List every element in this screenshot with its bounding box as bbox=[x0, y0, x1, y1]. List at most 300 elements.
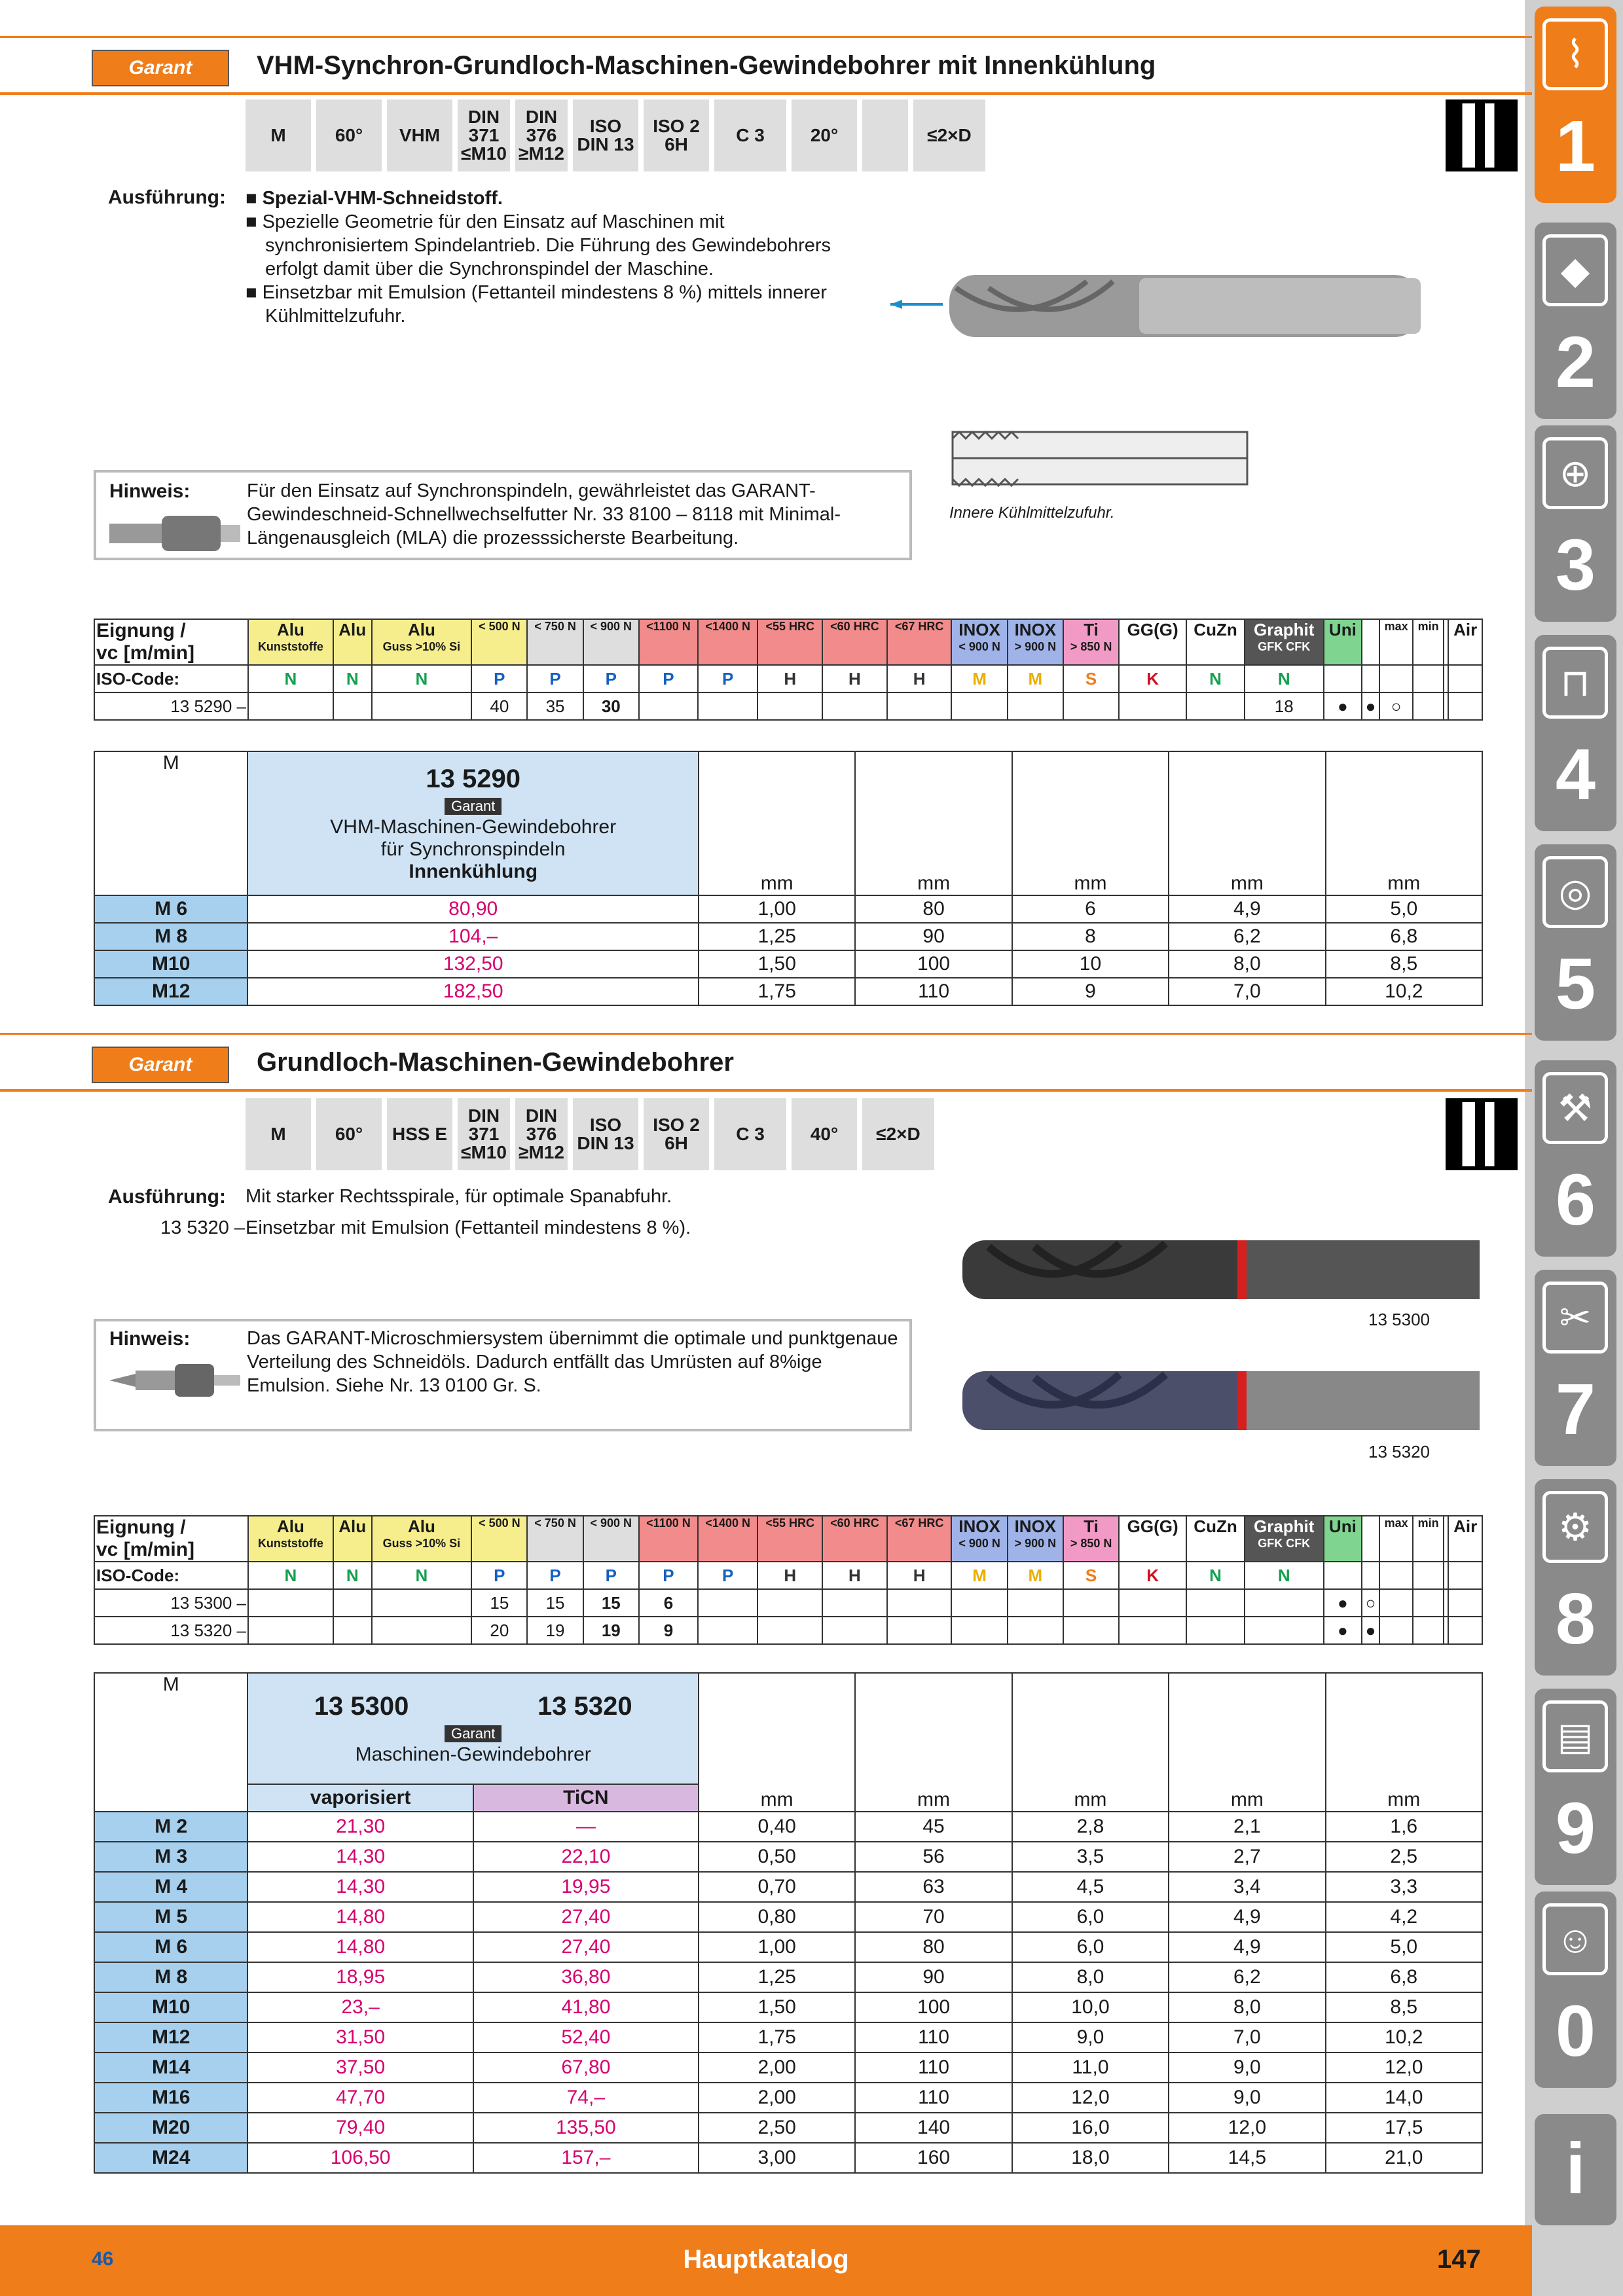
vc-value bbox=[1186, 1589, 1245, 1617]
value-cell: 10,2 bbox=[1326, 2022, 1482, 2053]
chapter-number: 1 bbox=[1555, 106, 1596, 187]
vc-value bbox=[1008, 1589, 1063, 1617]
cooling-dot: ● bbox=[1324, 1617, 1362, 1644]
material-sub: <1100 N bbox=[646, 620, 691, 633]
vc-value bbox=[951, 1589, 1007, 1617]
iso-code: P bbox=[639, 1562, 698, 1589]
material-sub: min bbox=[1417, 620, 1439, 633]
vc-value bbox=[887, 1589, 952, 1617]
hinweis-text: Für den Einsatz auf Synchronspindeln, gewährleistet das GARANT-Gewindeschneid-Schnellwechselfutter Nr. 33 8100 – 8118 mit Minimal-Längenausgleich (MLA) die prozesssicherste Bearbeitung. bbox=[247, 480, 841, 548]
chapter-tab-7[interactable] bbox=[1535, 1270, 1616, 1466]
value-cell: 56 bbox=[855, 1842, 1012, 1872]
size-cell: M 8 bbox=[94, 923, 247, 950]
chapter-tab-4[interactable] bbox=[1535, 635, 1616, 831]
material-head bbox=[639, 619, 698, 665]
material-head bbox=[527, 1516, 583, 1562]
material-name: INOX bbox=[1014, 1516, 1057, 1536]
vc-value: 20 bbox=[471, 1617, 527, 1644]
value-cell: 135,50 bbox=[473, 2113, 699, 2143]
material-sub: GFK CFK bbox=[1258, 1537, 1311, 1550]
chapter-tab-6[interactable] bbox=[1535, 1060, 1616, 1257]
value-cell: 11,0 bbox=[1012, 2053, 1169, 2083]
vc-value bbox=[1119, 692, 1186, 720]
spec-symbol: 60° bbox=[316, 1098, 382, 1170]
value-cell: 2,00 bbox=[699, 2053, 855, 2083]
iso-code: H bbox=[887, 665, 952, 692]
material-head bbox=[333, 1516, 372, 1562]
material-name: Alu bbox=[407, 1516, 435, 1536]
value-cell: 21,30 bbox=[247, 1812, 473, 1842]
value-cell: 47,70 bbox=[247, 2083, 473, 2113]
footer bbox=[0, 2225, 1532, 2296]
chuck-icon bbox=[109, 511, 240, 551]
vc-value bbox=[248, 692, 333, 720]
dim-col-head: mm bbox=[1169, 1673, 1325, 1812]
material-head bbox=[471, 619, 527, 665]
material-head bbox=[248, 1516, 333, 1562]
chapter-tab-3[interactable] bbox=[1535, 425, 1616, 622]
material-head bbox=[1444, 1516, 1448, 1562]
iso-code: M bbox=[1008, 665, 1063, 692]
m-label: M bbox=[94, 751, 247, 895]
qr-code[interactable] bbox=[1446, 1098, 1518, 1170]
value-cell: 4,9 bbox=[1169, 895, 1325, 923]
spec-symbol: ISO 2 6H bbox=[644, 1098, 709, 1170]
value-cell: 1,25 bbox=[699, 1962, 855, 1992]
table-row bbox=[94, 1812, 1482, 1842]
value-cell: 0,80 bbox=[699, 1902, 855, 1932]
size-cell: M 2 bbox=[94, 1812, 247, 1842]
vc-value bbox=[698, 692, 757, 720]
material-sub: <55 HRC bbox=[765, 1516, 814, 1530]
value-cell: 110 bbox=[855, 978, 1012, 1005]
section2-header bbox=[0, 1033, 1532, 1092]
vc-value bbox=[1063, 692, 1119, 720]
material-head bbox=[698, 619, 757, 665]
vc-value: 30 bbox=[583, 692, 639, 720]
bullet-3: ■ Einsetzbar mit Emulsion (Fettanteil mindestens 8 %) mittels innerer Kühlmittelzufuhr. bbox=[246, 282, 827, 327]
value-cell: 132,50 bbox=[247, 950, 699, 978]
value-cell: 19,95 bbox=[473, 1872, 699, 1902]
material-head bbox=[1245, 1516, 1324, 1562]
value-cell: 1,00 bbox=[699, 895, 855, 923]
material-sub: < 900 N bbox=[590, 620, 632, 633]
product-head bbox=[247, 1673, 699, 1784]
garant-logo: Garant bbox=[92, 50, 229, 86]
spec-symbol: 40° bbox=[792, 1098, 857, 1170]
iso-code: P bbox=[698, 665, 757, 692]
material-head bbox=[1444, 619, 1448, 665]
chapter-icon: ⚒ bbox=[1542, 1072, 1608, 1144]
vc-value bbox=[1186, 1617, 1245, 1644]
vc-value bbox=[639, 692, 698, 720]
material-sub: < 900 N bbox=[590, 1516, 632, 1530]
material-sub: <67 HRC bbox=[894, 620, 944, 633]
vc-value bbox=[333, 1589, 372, 1617]
value-cell: 1,00 bbox=[699, 1932, 855, 1962]
chapter-tab-0[interactable] bbox=[1535, 1892, 1616, 2088]
material-head bbox=[822, 619, 887, 665]
spec-symbol: HSS E bbox=[387, 1098, 452, 1170]
spec-symbol: DIN 371 ≤M10 bbox=[458, 99, 510, 171]
material-sub: <55 HRC bbox=[765, 620, 814, 633]
material-sub: <60 HRC bbox=[830, 620, 879, 633]
value-cell: 104,– bbox=[247, 923, 699, 950]
value-cell: 31,50 bbox=[247, 2022, 473, 2053]
value-cell: 8,0 bbox=[1169, 1992, 1325, 2022]
iso-code: P bbox=[471, 665, 527, 692]
value-cell: 14,30 bbox=[247, 1842, 473, 1872]
footer-left: 46 bbox=[92, 2248, 114, 2270]
spec-symbol: ISO DIN 13 bbox=[573, 99, 638, 171]
value-cell: 1,50 bbox=[699, 950, 855, 978]
value-cell: 41,80 bbox=[473, 1992, 699, 2022]
value-cell: 10,2 bbox=[1326, 978, 1482, 1005]
size-cell: M12 bbox=[94, 978, 247, 1005]
dim-col-head: mm bbox=[699, 751, 855, 895]
table-row bbox=[94, 2143, 1482, 2173]
iso-code: M bbox=[1008, 1562, 1063, 1589]
chapter-number: 4 bbox=[1555, 734, 1596, 815]
chapter-tab-8[interactable] bbox=[1535, 1479, 1616, 1676]
value-cell: 9,0 bbox=[1169, 2083, 1325, 2113]
value-cell: 100 bbox=[855, 950, 1012, 978]
iso-code: S bbox=[1063, 665, 1119, 692]
value-cell: 140 bbox=[855, 2113, 1012, 2143]
iso-code: N bbox=[1245, 1562, 1324, 1589]
bullet-1: ■ Spezial-VHM-Schneidstoff. bbox=[246, 188, 503, 209]
value-cell: 4,9 bbox=[1169, 1902, 1325, 1932]
iso-label: ISO-Code: bbox=[94, 665, 248, 692]
material-sub: Guss >10% Si bbox=[382, 640, 461, 653]
value-cell: 4,9 bbox=[1169, 1932, 1325, 1962]
value-cell: 80,90 bbox=[247, 895, 699, 923]
value-cell: 160 bbox=[855, 2143, 1012, 2173]
value-cell: 2,7 bbox=[1169, 1842, 1325, 1872]
value-cell: 8 bbox=[1012, 923, 1169, 950]
value-cell: 36,80 bbox=[473, 1962, 699, 1992]
img-label-2: 13 5320 bbox=[1368, 1442, 1430, 1462]
material-head bbox=[333, 619, 372, 665]
hinweis-label: Hinweis: bbox=[109, 1328, 191, 1350]
size-cell: M14 bbox=[94, 2053, 247, 2083]
iso-code: K bbox=[1119, 1562, 1186, 1589]
value-cell: 27,40 bbox=[473, 1932, 699, 1962]
table-row bbox=[94, 2113, 1482, 2143]
chapter-tab-5[interactable] bbox=[1535, 844, 1616, 1041]
vc-value bbox=[333, 1617, 372, 1644]
iso-code: S bbox=[1063, 1562, 1119, 1589]
value-cell: 0,50 bbox=[699, 1842, 855, 1872]
spec-symbol: C 3 bbox=[714, 1098, 786, 1170]
vc-value bbox=[698, 1589, 757, 1617]
material-head bbox=[583, 1516, 639, 1562]
value-cell: 12,0 bbox=[1326, 2053, 1482, 2083]
material-sub: <1400 N bbox=[705, 1516, 750, 1530]
material-head bbox=[757, 619, 822, 665]
value-cell: 21,0 bbox=[1326, 2143, 1482, 2173]
material-head bbox=[1379, 1516, 1413, 1562]
material-name: Air bbox=[1453, 1516, 1478, 1536]
material-sub: > 900 N bbox=[1014, 640, 1057, 653]
cooling-diagram bbox=[949, 425, 1250, 491]
vc-value: 15 bbox=[527, 1589, 583, 1617]
value-cell: 0,40 bbox=[699, 1812, 855, 1842]
spec-symbol: DIN 376 ≥M12 bbox=[515, 1098, 568, 1170]
vc-value: 19 bbox=[527, 1617, 583, 1644]
chapter-number: 3 bbox=[1555, 525, 1596, 605]
vc-value: 15 bbox=[471, 1589, 527, 1617]
iso-code: H bbox=[757, 665, 822, 692]
size-cell: M12 bbox=[94, 2022, 247, 2053]
chapter-icon: ⊕ bbox=[1542, 437, 1608, 509]
value-cell: 5,0 bbox=[1326, 895, 1482, 923]
size-cell: M 4 bbox=[94, 1872, 247, 1902]
size-cell: M10 bbox=[94, 1992, 247, 2022]
cooling-dot: ○ bbox=[1362, 1589, 1379, 1617]
eignung-grid bbox=[94, 619, 1483, 721]
material-head bbox=[1119, 619, 1186, 665]
material-sub: <1400 N bbox=[705, 620, 750, 633]
value-cell: 106,50 bbox=[247, 2143, 473, 2173]
vc-value bbox=[333, 692, 372, 720]
hinweis-box-2 bbox=[94, 1319, 912, 1431]
value-cell: 10,0 bbox=[1012, 1992, 1169, 2022]
material-head bbox=[1324, 1516, 1362, 1562]
spec-symbol: M bbox=[246, 1098, 311, 1170]
iso-label: ISO-Code: bbox=[94, 1562, 248, 1589]
spec-symbol: C 3 bbox=[714, 99, 786, 171]
value-cell: 37,50 bbox=[247, 2053, 473, 2083]
material-head bbox=[583, 619, 639, 665]
ausfuehrung-label: Ausführung: bbox=[108, 1186, 226, 1208]
vc-value bbox=[1245, 1617, 1324, 1644]
value-cell: 1,50 bbox=[699, 1992, 855, 2022]
cooling-dot: ● bbox=[1324, 692, 1362, 720]
product-brand: Garant bbox=[445, 798, 501, 815]
material-head bbox=[1008, 1516, 1063, 1562]
chapter-icon: ◆ bbox=[1542, 234, 1608, 306]
value-cell: 110 bbox=[855, 2053, 1012, 2083]
value-cell: 3,00 bbox=[699, 2143, 855, 2173]
material-name: CuZn bbox=[1194, 1516, 1237, 1536]
iso-code: P bbox=[639, 665, 698, 692]
cooling-dot bbox=[1413, 1589, 1444, 1617]
vc-value: 15 bbox=[583, 1589, 639, 1617]
dim-col-head: mm bbox=[855, 1673, 1012, 1812]
value-cell: 1,25 bbox=[699, 923, 855, 950]
vc-value bbox=[822, 1617, 887, 1644]
value-cell: 157,– bbox=[473, 2143, 699, 2173]
qr-code[interactable] bbox=[1446, 99, 1518, 171]
spec-symbol bbox=[862, 99, 908, 171]
vc-value bbox=[1245, 1589, 1324, 1617]
eignung-label bbox=[94, 1516, 248, 1562]
value-cell: 9 bbox=[1012, 978, 1169, 1005]
chapter-number: 6 bbox=[1555, 1160, 1596, 1240]
vc-value: 35 bbox=[527, 692, 583, 720]
iso-code: H bbox=[757, 1562, 822, 1589]
value-cell: 1,6 bbox=[1326, 1812, 1482, 1842]
table-row bbox=[94, 895, 1482, 923]
value-cell: 5,0 bbox=[1326, 1932, 1482, 1962]
spec-symbol: VHM bbox=[387, 99, 452, 171]
value-cell: 6,0 bbox=[1012, 1902, 1169, 1932]
material-sub: <67 HRC bbox=[894, 1516, 944, 1530]
table-row bbox=[94, 978, 1482, 1005]
chapter-tab-2[interactable] bbox=[1535, 223, 1616, 419]
material-head bbox=[1448, 1516, 1482, 1562]
chapter-number: 9 bbox=[1555, 1788, 1596, 1869]
eignung-label-2: vc [m/min] bbox=[96, 642, 195, 664]
chapter-tab-1[interactable] bbox=[1535, 7, 1616, 203]
vc-value: 18 bbox=[1245, 692, 1324, 720]
article-id: 13 5320 – bbox=[94, 1617, 248, 1644]
material-head bbox=[951, 619, 1007, 665]
material-sub: Guss >10% Si bbox=[382, 1537, 461, 1550]
material-head bbox=[1186, 619, 1245, 665]
dim-col-head: mm bbox=[1012, 1673, 1169, 1812]
iso-code: P bbox=[471, 1562, 527, 1589]
material-head bbox=[822, 1516, 887, 1562]
vc-value bbox=[698, 1617, 757, 1644]
value-cell: 18,0 bbox=[1012, 2143, 1169, 2173]
iso-code: N bbox=[248, 665, 333, 692]
vc-value bbox=[951, 1617, 1007, 1644]
vc-value: 40 bbox=[471, 692, 527, 720]
product-desc2: für Synchronspindeln bbox=[380, 838, 566, 860]
value-cell: 23,– bbox=[247, 1992, 473, 2022]
microschmier-icon bbox=[109, 1361, 240, 1400]
vc-value bbox=[757, 1617, 822, 1644]
vc-value bbox=[887, 692, 952, 720]
section1-title: VHM-Synchron-Grundloch-Maschinen-Gewindebohrer mit Innenkühlung bbox=[257, 51, 1156, 80]
material-head bbox=[1362, 1516, 1379, 1562]
size-cell: M20 bbox=[94, 2113, 247, 2143]
material-head bbox=[951, 1516, 1007, 1562]
material-name: Uni bbox=[1328, 620, 1357, 639]
value-cell: 110 bbox=[855, 2083, 1012, 2113]
hinweis-box-1 bbox=[94, 470, 912, 560]
vc-value bbox=[1063, 1617, 1119, 1644]
m-label: M bbox=[94, 1673, 247, 1812]
chapter-tab-i[interactable] bbox=[1535, 2114, 1616, 2225]
material-name: Alu bbox=[277, 1516, 304, 1536]
chapter-number: 7 bbox=[1555, 1369, 1596, 1450]
material-head bbox=[639, 1516, 698, 1562]
material-sub: <60 HRC bbox=[830, 1516, 879, 1530]
eignung-label-2: vc [m/min] bbox=[96, 1539, 195, 1560]
value-cell: 80 bbox=[855, 895, 1012, 923]
vc-value: 9 bbox=[639, 1617, 698, 1644]
vc-value bbox=[1186, 692, 1245, 720]
size-cell: M 8 bbox=[94, 1962, 247, 1992]
vc-value bbox=[757, 1589, 822, 1617]
material-sub: > 850 N bbox=[1070, 1537, 1112, 1550]
vc-value bbox=[757, 692, 822, 720]
value-cell: 52,40 bbox=[473, 2022, 699, 2053]
ausf-line-2: Einsetzbar mit Emulsion (Fettanteil mindestens 8 %). bbox=[246, 1217, 691, 1238]
cooling-dot bbox=[1413, 1617, 1444, 1644]
product-grid bbox=[94, 1672, 1483, 2174]
vc-value bbox=[1008, 1617, 1063, 1644]
value-cell: — bbox=[473, 1812, 699, 1842]
spec-symbol: ≤2×D bbox=[862, 1098, 934, 1170]
value-cell: 6 bbox=[1012, 895, 1169, 923]
value-cell: 67,80 bbox=[473, 2053, 699, 2083]
value-cell: 2,50 bbox=[699, 2113, 855, 2143]
material-sub: < 750 N bbox=[534, 1516, 576, 1530]
dim-col-head: mm bbox=[699, 1673, 855, 1812]
material-name: GG(G) bbox=[1127, 1516, 1178, 1536]
vc-value: 6 bbox=[639, 1589, 698, 1617]
material-name: Alu bbox=[338, 1516, 367, 1536]
value-cell: 9,0 bbox=[1012, 2022, 1169, 2053]
value-cell: 8,0 bbox=[1169, 950, 1325, 978]
material-sub: GFK CFK bbox=[1258, 640, 1311, 653]
chapter-number: i bbox=[1565, 2128, 1586, 2209]
material-name: Alu bbox=[338, 620, 367, 639]
coating-ticn: TiCN bbox=[473, 1784, 699, 1812]
material-name: Ti bbox=[1084, 1516, 1099, 1536]
eignung-grid bbox=[94, 1515, 1483, 1645]
iso-code: P bbox=[583, 1562, 639, 1589]
value-cell: 6,8 bbox=[1326, 1962, 1482, 1992]
chapter-tab-9[interactable] bbox=[1535, 1689, 1616, 1885]
material-sub: max bbox=[1384, 620, 1408, 633]
value-cell: 8,0 bbox=[1012, 1962, 1169, 1992]
value-cell: 10 bbox=[1012, 950, 1169, 978]
ausfuehrung-label: Ausführung: bbox=[108, 187, 226, 208]
value-cell: 63 bbox=[855, 1872, 1012, 1902]
iso-code: N bbox=[372, 665, 472, 692]
vc-value bbox=[372, 1589, 472, 1617]
value-cell: 100 bbox=[855, 1992, 1012, 2022]
value-cell: 4,5 bbox=[1012, 1872, 1169, 1902]
material-name: INOX bbox=[958, 620, 1000, 639]
vc-value bbox=[1119, 1617, 1186, 1644]
iso-code: N bbox=[1186, 665, 1245, 692]
material-sub: < 500 N bbox=[479, 620, 520, 633]
spec-symbol: DIN 376 ≥M12 bbox=[515, 99, 568, 171]
spec-symbol: 60° bbox=[316, 99, 382, 171]
value-cell: 12,0 bbox=[1169, 2113, 1325, 2143]
size-cell: M10 bbox=[94, 950, 247, 978]
material-head bbox=[1324, 619, 1362, 665]
dim-col-head: mm bbox=[855, 751, 1012, 895]
chapter-number: 5 bbox=[1555, 944, 1596, 1024]
size-cell: M 6 bbox=[94, 1932, 247, 1962]
size-cell: M16 bbox=[94, 2083, 247, 2113]
chapter-icon: ⌇ bbox=[1542, 18, 1608, 90]
material-sub: < 500 N bbox=[479, 1516, 520, 1530]
cooling-dot: ● bbox=[1324, 1589, 1362, 1617]
chapter-icon: ▤ bbox=[1542, 1700, 1608, 1772]
cooling-dot: ● bbox=[1362, 692, 1379, 720]
value-cell: 14,5 bbox=[1169, 2143, 1325, 2173]
ausf-line-2-id: 13 5320 – bbox=[160, 1217, 246, 1238]
chapter-number: 0 bbox=[1555, 1991, 1596, 2072]
value-cell: 8,5 bbox=[1326, 950, 1482, 978]
material-head bbox=[887, 619, 952, 665]
vc-value bbox=[1119, 1589, 1186, 1617]
cooling-dot: ○ bbox=[1379, 692, 1413, 720]
spec-symbol: M bbox=[246, 99, 311, 171]
material-head bbox=[1413, 1516, 1444, 1562]
value-cell: 18,95 bbox=[247, 1962, 473, 1992]
iso-code: N bbox=[372, 1562, 472, 1589]
section2-title: Grundloch-Maschinen-Gewindebohrer bbox=[257, 1048, 734, 1077]
